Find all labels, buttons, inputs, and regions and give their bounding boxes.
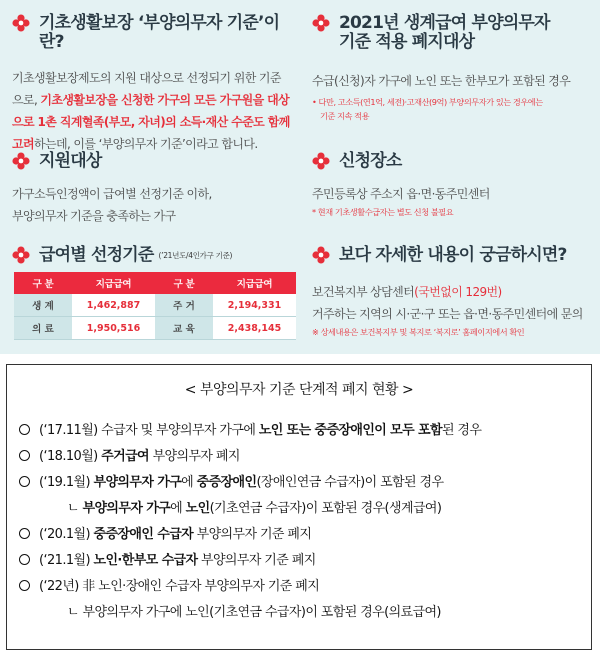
table-cell: 의 료 — [14, 317, 72, 340]
section-body: 기초생활보장제도의 지원 대상으로 선정되기 위한 기준 으로, 기초생활보장을 신청한 가구의 모든 가구원을 대상 으로 1촌 직계혈족(부모, 자녀)의 소득·재산 수준도 함께 고려하는데, 이를 ‘부양의무자 기준’이라고 합니다. — [12, 71, 290, 151]
list-subitem: ㄴ 부양의무자 가구에 노인(기초연금 수급자)이 포함된 경우(생계급여) — [67, 501, 442, 516]
list-item: (‘17.11월) 수급자 및 부양의무자 가구에 노인 또는 중증장애인이 모두 포함된 경우 — [19, 419, 481, 438]
list-item: (‘18.10월) 주거급여 부양의무자 폐지 — [19, 445, 240, 464]
section-contact: 보다 자세한 내용이 궁금하시면? 보건복지부 상담센터(국번없이 129번) 거주하는 지역의 시·군·구 또는 읍·면·동주민센터에 문의 ※ 상세내용은 보건복지부 및 복지로 ‘복지로’ 홈페이지에서 확인 — [312, 246, 596, 339]
section-title: 보다 자세한 내용이 궁금하시면? — [312, 246, 596, 265]
table-cell: 교 육 — [155, 317, 213, 340]
circle-bullet-icon — [19, 580, 30, 591]
circle-bullet-icon — [19, 424, 30, 435]
circle-bullet-icon — [19, 450, 30, 461]
section-title: 기초생활보장 ‘부양의무자 기준’이란? — [12, 14, 302, 52]
section-title: 지원대상 — [12, 152, 302, 171]
flower-icon — [12, 14, 30, 32]
table-cell: 1,462,887 — [72, 294, 155, 317]
table-row — [14, 294, 296, 317]
list-item: (‘20.1월) 중증장애인 수급자 부양의무자 기준 폐지 — [19, 523, 311, 542]
section-definition — [12, 14, 302, 155]
flower-icon — [312, 14, 330, 32]
table-row — [14, 317, 296, 340]
circle-bullet-icon — [19, 554, 30, 565]
table-cell: 생 계 — [14, 294, 72, 317]
flower-icon — [312, 152, 330, 170]
table-header-row — [14, 272, 296, 294]
section-note: • 다만, 고소득(연1억, 세전)·고재산(9억) 부양의무자가 있는 경우에는 기준 지속 적용 — [312, 97, 543, 121]
section-application-place: 신청장소 주민등록상 주소지 읍·면·동주민센터 * 현재 기초생활수급자는 별도 신청 불필요 — [312, 152, 596, 219]
abolition-status-box — [6, 364, 592, 650]
table-header: 구 분 — [155, 272, 213, 294]
table-header: 지급급여 — [213, 272, 296, 294]
circle-bullet-icon — [19, 476, 30, 487]
table-cell: 주 거 — [155, 294, 213, 317]
table-header: 지급급여 — [72, 272, 155, 294]
section-eligibility: 지원대상 가구소득인정액이 급여별 선정기준 이하, 부양의무자 기준을 충족하는 가구 — [12, 152, 302, 227]
table-cell: 1,950,516 — [72, 317, 155, 340]
list-subitem: ㄴ 부양의무자 가구에 노인(기초연금 수급자)이 포함된 경우(의료급여) — [67, 605, 441, 620]
table-cell: 2,438,145 — [213, 317, 296, 340]
table-header: 구 분 — [14, 272, 72, 294]
flower-icon — [312, 246, 330, 264]
flower-icon — [12, 246, 30, 264]
circle-bullet-icon — [19, 528, 30, 539]
table-cell: 2,194,331 — [213, 294, 296, 317]
flower-icon — [12, 152, 30, 170]
section-title: 급여별 선정기준 (’21년도/4인가구 기준) — [12, 246, 302, 265]
list-item: (‘21.1월) 노인·한부모 수급자 부양의무자 기준 폐지 — [19, 549, 316, 568]
list-item: (‘22년) 非 노인·장애인 수급자 부양의무자 기준 폐지 — [19, 575, 319, 594]
criteria-table — [14, 272, 296, 340]
section-title: 2021년 생계급여 부양의무자 기준 적용 폐지대상 — [312, 14, 596, 52]
section-criteria — [12, 246, 302, 265]
list-item: (‘19.1월) 부양의무자 가구에 중증장애인(장애인연금 수급자)이 포함된 경우 — [19, 471, 443, 490]
box-title: < 부양의무자 기준 단계적 폐지 현황 > — [184, 382, 414, 398]
section-abolition-target: 2021년 생계급여 부양의무자 기준 적용 폐지대상 수급(신청)자 가구에 노인 또는 한부모가 포함된 경우 • 다만, 고소득(연1억, 세전)·고재산(9억) 부양의무자가 있는 경우에는 기준 지속 적용 — [312, 14, 596, 123]
section-title: 신청장소 — [312, 152, 596, 171]
